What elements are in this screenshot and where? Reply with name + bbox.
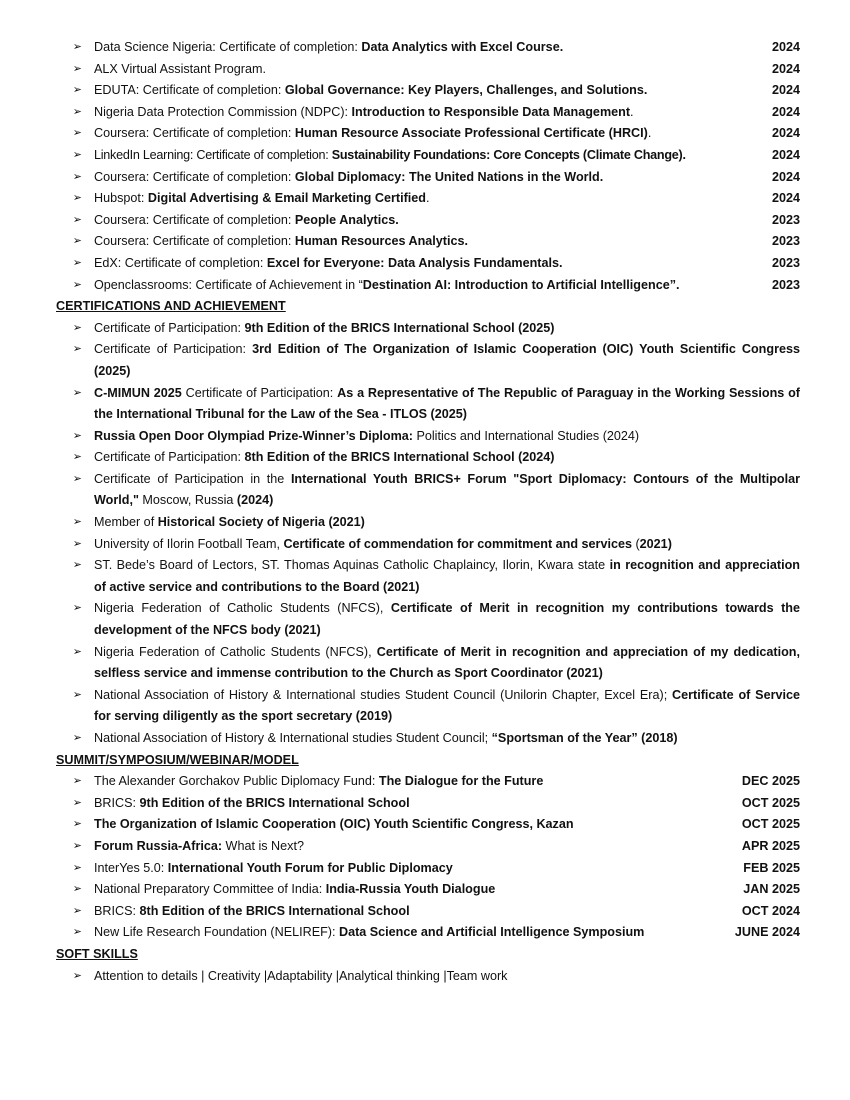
list-item: ➢ BRICS: 9th Edition of the BRICS International School OCT 2025 [56, 793, 800, 815]
arrow-bullet-icon: ➢ [72, 148, 82, 161]
arrow-bullet-icon: ➢ [72, 818, 82, 831]
list-item: ➢ National Association of History & International studies Student Council (Unilorin Chapter, Excel Era); Certificate of Service for serving diligently as the sport secretary (2019) [56, 685, 800, 728]
arrow-bullet-icon: ➢ [72, 472, 82, 485]
item-date: JAN 2025 [743, 882, 800, 897]
section-heading-soft-skills: SOFT SKILLS [56, 946, 138, 961]
arrow-bullet-icon: ➢ [72, 170, 82, 183]
arrow-bullet-icon: ➢ [72, 451, 82, 464]
item-date: DEC 2025 [741, 774, 800, 789]
course-list [56, 37, 800, 296]
item-date: OCT 2024 [741, 903, 800, 918]
arrow-bullet-icon: ➢ [72, 602, 82, 615]
item-year: 2024 [771, 83, 800, 98]
arrow-bullet-icon: ➢ [72, 386, 82, 399]
section-heading-certifications: CERTIFICATIONS AND ACHIEVEMENT [56, 299, 286, 314]
arrow-bullet-icon: ➢ [72, 84, 82, 97]
arrow-bullet-icon: ➢ [72, 127, 82, 140]
resume-content [56, 37, 800, 987]
list-item: ➢ LinkedIn Learning: Certificate of completion: Sustainability Foundations: Core Concepts (Climate Change). 2024 [56, 145, 800, 167]
item-year: 2023 [771, 277, 800, 292]
list-item [56, 966, 800, 988]
list-item: ➢ Certificate of Participation: 8th Edition of the BRICS International School (2024) [56, 447, 800, 469]
arrow-bullet-icon: ➢ [72, 688, 82, 701]
item-year: 2024 [771, 191, 800, 206]
soft-skills-text: Attention to details | Creativity |Adaptability |Analytical thinking |Team work [94, 968, 508, 983]
list-item: ➢ The Organization of Islamic Cooperation (OIC) Youth Scientific Congress, Kazan OCT 2025 [56, 814, 800, 836]
arrow-bullet-icon: ➢ [72, 235, 82, 248]
list-item: ➢ Member of Historical Society of Nigeria (2021) [56, 512, 800, 534]
list-item: ➢ The Alexander Gorchakov Public Diplomacy Fund: The Dialogue for the Future DEC 2025 [56, 771, 800, 793]
item-date: OCT 2025 [741, 795, 800, 810]
list-item: ➢ New Life Research Foundation (NELIREF): Data Science and Artificial Intelligence Symposium JUNE 2024 [56, 922, 800, 944]
item-year: 2024 [771, 40, 800, 54]
item-year: 2024 [771, 147, 800, 162]
list-item: ➢ InterYes 5.0: International Youth Forum for Public Diplomacy FEB 2025 [56, 858, 800, 880]
list-item: ➢ ST. Bede’s Board of Lectors, ST. Thomas Aquinas Catholic Chaplaincy, Ilorin, Kwara state in recognition and appreciation of active service and contributions to the Board (2021) [56, 555, 800, 598]
list-item: ➢ EdX: Certificate of completion: Excel for Everyone: Data Analysis Fundamentals. 2023 [56, 253, 800, 275]
list-item: ➢ EDUTA: Certificate of completion: Global Governance: Key Players, Challenges, and Solutions. 2024 [56, 80, 800, 102]
list-item: ➢ Coursera: Certificate of completion: People Analytics. 2023 [56, 210, 800, 232]
arrow-bullet-icon: ➢ [72, 861, 82, 874]
item-year: 2024 [771, 104, 800, 119]
list-item: ➢ Hubspot: Digital Advertising & Email Marketing Certified. 2024 [56, 188, 800, 210]
list-item: ➢ Openclassrooms: Certificate of Achievement in “Destination AI: Introduction to Artificial Intelligence”. 2023 [56, 275, 800, 297]
item-year: 2024 [771, 126, 800, 141]
list-item: ➢ Nigeria Data Protection Commission (NDPC): Introduction to Responsible Data Management. 2024 [56, 102, 800, 124]
item-year: 2023 [771, 255, 800, 270]
certifications-list [56, 318, 800, 750]
list-item: ➢ Nigeria Federation of Catholic Students (NFCS), Certificate of Merit in recognition my contributions towards the development of the NFCS body (2021) [56, 598, 800, 641]
arrow-bullet-icon: ➢ [72, 839, 82, 852]
arrow-bullet-icon: ➢ [72, 41, 82, 53]
item-year: 2023 [771, 212, 800, 227]
arrow-bullet-icon: ➢ [72, 343, 82, 356]
list-item: ➢ National Association of History & International studies Student Council; “Sportsman of the Year” (2018) [56, 728, 800, 750]
arrow-bullet-icon: ➢ [72, 645, 82, 658]
list-item: ➢ BRICS: 8th Edition of the BRICS International School OCT 2024 [56, 901, 800, 923]
arrow-bullet-icon: ➢ [72, 537, 82, 550]
arrow-bullet-icon: ➢ [72, 321, 82, 334]
item-year: 2024 [771, 169, 800, 184]
list-item: ➢ Coursera: Certificate of completion: Human Resource Associate Professional Certificate (HRCI). 2024 [56, 123, 800, 145]
list-item: ➢ Forum Russia-Africa: What is Next? APR 2025 [56, 836, 800, 858]
list-item: ➢ Russia Open Door Olympiad Prize-Winner’s Diploma: Politics and International Studies (2024) [56, 426, 800, 448]
arrow-bullet-icon: ➢ [72, 516, 82, 529]
list-item: ➢ Certificate of Participation: 3rd Edition of The Organization of Islamic Cooperation (OIC) Youth Scientific Congress (2025) [56, 339, 800, 382]
list-item: ➢ Certificate of Participation: 9th Edition of the BRICS International School (2025) [56, 318, 800, 340]
list-item: ➢ University of Ilorin Football Team, Certificate of commendation for commitment and services (2021) [56, 534, 800, 556]
item-year: 2023 [771, 234, 800, 249]
list-item: ➢ C-MIMUN 2025 Certificate of Participation: As a Representative of The Republic of Paraguay in the Working Sessions of the International Tribunal for the Law of the Sea - ITLOS (2025) [56, 383, 800, 426]
list-item: ➢ Certificate of Participation in the International Youth BRICS+ Forum "Sport Diplomacy: Contours of the Multipolar World," Moscow, Russia (2024) [56, 469, 800, 512]
arrow-bullet-icon: ➢ [72, 192, 82, 205]
list-item: ➢ ALX Virtual Assistant Program. 2024 [56, 59, 800, 81]
list-item: ➢ Nigeria Federation of Catholic Students (NFCS), Certificate of Merit in recognition and appreciation of my dedication, selfless service and immense contribution to the Church as Sport Coordinator (2021) [56, 642, 800, 685]
arrow-bullet-icon: ➢ [72, 62, 82, 75]
arrow-bullet-icon: ➢ [72, 429, 82, 442]
arrow-bullet-icon: ➢ [72, 105, 82, 118]
section-heading-summits: SUMMIT/SYMPOSIUM/WEBINAR/MODEL [56, 752, 299, 767]
arrow-bullet-icon: ➢ [72, 904, 82, 917]
arrow-bullet-icon: ➢ [72, 559, 82, 572]
arrow-bullet-icon: ➢ [72, 796, 82, 809]
arrow-bullet-icon: ➢ [72, 256, 82, 269]
arrow-bullet-icon: ➢ [72, 278, 82, 291]
item-date: FEB 2025 [743, 860, 800, 875]
summits-list [56, 771, 800, 944]
arrow-bullet-icon: ➢ [72, 969, 82, 982]
item-date: OCT 2025 [741, 817, 800, 832]
arrow-bullet-icon: ➢ [72, 926, 82, 939]
arrow-bullet-icon: ➢ [72, 883, 82, 896]
item-year: 2024 [771, 61, 800, 76]
arrow-bullet-icon: ➢ [72, 213, 82, 226]
list-item: ➢ Coursera: Certificate of completion: Human Resources Analytics. 2023 [56, 231, 800, 253]
arrow-bullet-icon: ➢ [72, 775, 82, 788]
item-date: JUNE 2024 [734, 925, 800, 940]
list-item: ➢ Data Science Nigeria: Certificate of completion: Data Analytics with Excel Course. 2024 [56, 37, 800, 59]
arrow-bullet-icon: ➢ [72, 732, 82, 744]
item-date: APR 2025 [741, 838, 800, 853]
list-item: ➢ Coursera: Certificate of completion: Global Diplomacy: The United Nations in the World. 2024 [56, 167, 800, 189]
list-item: ➢ National Preparatory Committee of India: India-Russia Youth Dialogue JAN 2025 [56, 879, 800, 901]
